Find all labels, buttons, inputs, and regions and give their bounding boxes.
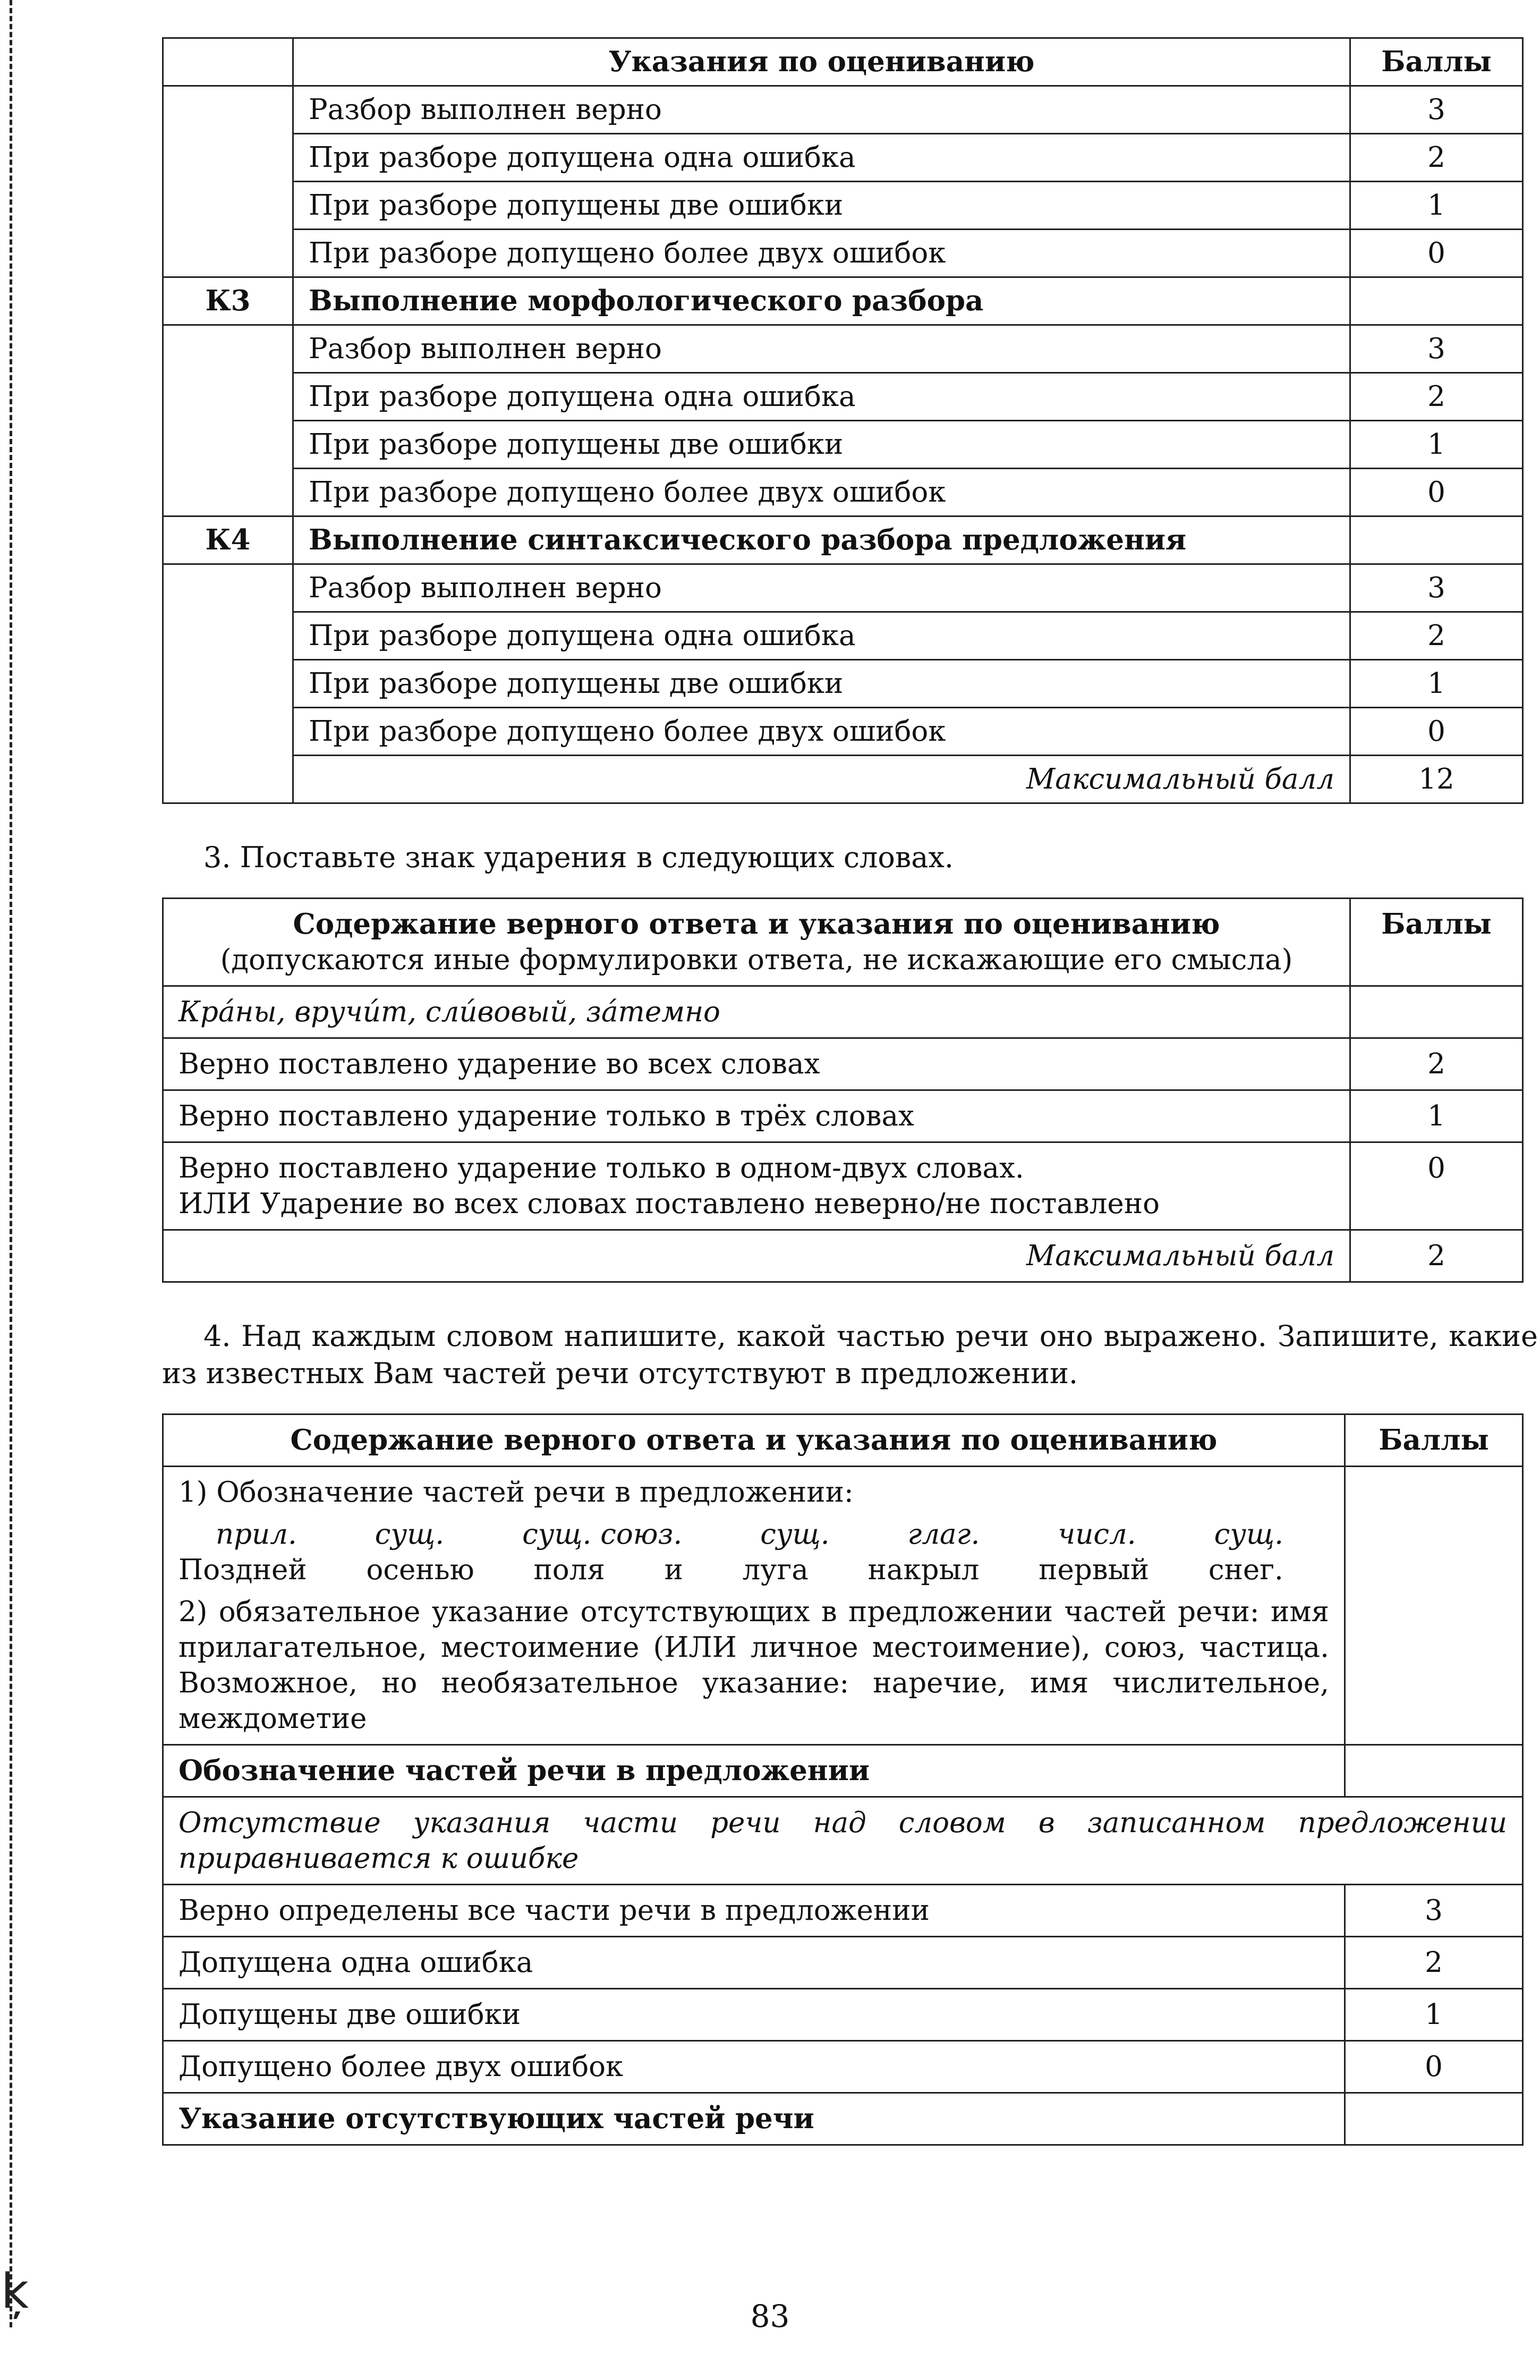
sentence-word: осенью <box>366 1554 474 1586</box>
sentence-word: снег. <box>1208 1554 1283 1586</box>
row-text: При разборе допущена одна ошибка <box>293 134 1350 182</box>
row-points: 1 <box>1350 1090 1523 1142</box>
row-text: Верно определены все части речи в предложении <box>163 1885 1345 1937</box>
table-row <box>163 1142 1523 1230</box>
task-3-table <box>162 897 1524 1283</box>
answer-text: Кра́ны, вручи́т, сли́вовый, за́темно <box>163 986 1350 1038</box>
row-points: 0 <box>1350 1142 1523 1230</box>
code-header-cell <box>163 38 293 86</box>
table-header-row <box>163 38 1523 86</box>
item-1: 1) Обозначение частей речи в предложении: <box>178 1476 854 1509</box>
criterion-header: Указания по оцениванию <box>293 38 1350 86</box>
section-title: Обозначение частей речи в предложении <box>163 1745 1345 1797</box>
row-text: При разборе допущено более двух ошибок <box>293 469 1350 516</box>
table-row <box>163 612 1523 660</box>
criterion-row-k3 <box>163 277 1523 325</box>
row-points: 2 <box>1345 1937 1523 1989</box>
table-row <box>163 708 1523 756</box>
row-text: Допущена одна ошибка <box>163 1937 1345 1989</box>
max-score-value: 2 <box>1350 1230 1523 1282</box>
row-points: 2 <box>1350 134 1523 182</box>
row-text: Разбор выполнен верно <box>293 86 1350 134</box>
row-text: Разбор выполнен верно <box>293 564 1350 612</box>
criterion-code: К3 <box>163 277 293 325</box>
criterion-row-k4 <box>163 516 1523 564</box>
pos-label: глаг. <box>907 1518 980 1551</box>
answer-row <box>163 986 1523 1038</box>
row-points: 0 <box>1350 469 1523 516</box>
table-row <box>163 1989 1523 2041</box>
criterion-code: К4 <box>163 516 293 564</box>
sentence-word: и <box>664 1554 683 1586</box>
row-points: 3 <box>1350 564 1523 612</box>
part-of-speech-labels <box>178 1517 1283 1552</box>
sentence-word: первый <box>1039 1554 1150 1586</box>
content-header-line2: (допускаются иные формулировки ответа, не искажающие его смысла) <box>220 944 1293 976</box>
page-content <box>162 37 1538 2146</box>
sentence-word: луга <box>742 1554 809 1586</box>
row-points: 2 <box>1350 373 1523 421</box>
table-row <box>163 1038 1523 1090</box>
row-points-empty <box>1345 1745 1523 1797</box>
row-text: При разборе допущены две ошибки <box>293 421 1350 469</box>
max-score-row <box>163 756 1523 803</box>
row-text: При разборе допущены две ошибки <box>293 660 1350 708</box>
code-cell-empty <box>163 86 293 277</box>
row-points: 3 <box>1350 325 1523 373</box>
row-points: 1 <box>1345 1989 1523 2041</box>
section-title: Указание отсутствующих частей речи <box>163 2093 1345 2145</box>
row-text: Допущено более двух ошибок <box>163 2041 1345 2093</box>
row-points: 1 <box>1350 421 1523 469</box>
task-4-prompt: 4. Над каждым словом напишите, какой частью речи оно выражено. Запишите, какие из известных Вам частей речи отсутствуют в предложении. <box>162 1319 1538 1390</box>
margin-handwritten-mark: ķ <box>1 2264 29 2319</box>
row-text: При разборе допущены две ошибки <box>293 182 1350 230</box>
row-text: При разборе допущена одна ошибка <box>293 373 1350 421</box>
table-row <box>163 1090 1523 1142</box>
row-points: 3 <box>1345 1885 1523 1937</box>
points-header: Баллы <box>1350 38 1523 86</box>
item-2: 2) обязательное указание отсутствующих в предложении частей речи: имя прилагательное, местоимение (ИЛИ личное местоимение), союз, частица. Возможное, но необязательное указание: наречие, имя числительное, междометие <box>178 1596 1329 1735</box>
row-points: 0 <box>1350 230 1523 277</box>
table-row <box>163 564 1523 612</box>
pos-label: сущ. <box>760 1518 830 1551</box>
row-points-empty <box>1345 1467 1523 1745</box>
pos-label: сущ. <box>375 1518 445 1551</box>
row-text: Верно поставлено ударение только в трёх словах <box>163 1090 1350 1142</box>
row-text-line2: ИЛИ Ударение во всех словах поставлено неверно/не поставлено <box>178 1188 1160 1220</box>
max-score-label: Максимальный балл <box>293 756 1350 803</box>
points-header: Баллы <box>1350 899 1523 986</box>
section-row <box>163 1745 1523 1797</box>
table-row <box>163 2041 1523 2093</box>
task-3-prompt: 3. Поставьте знак ударения в следующих словах. <box>203 841 954 874</box>
points-header: Баллы <box>1345 1415 1523 1467</box>
row-text-line1: Верно поставлено ударение только в одном-двух словах. <box>178 1152 1024 1184</box>
sentence-words <box>178 1552 1283 1588</box>
row-points: 0 <box>1345 2041 1523 2093</box>
max-score-row <box>163 1230 1523 1282</box>
code-cell-empty <box>163 325 293 516</box>
row-text: При разборе допущена одна ошибка <box>293 612 1350 660</box>
table-header-row <box>163 899 1523 986</box>
table-header-row <box>163 1415 1523 1467</box>
max-score-value: 12 <box>1350 756 1523 803</box>
row-text: При разборе допущено более двух ошибок <box>293 708 1350 756</box>
table-row <box>163 86 1523 134</box>
pos-label: числ. <box>1058 1518 1136 1551</box>
row-points: 1 <box>1350 660 1523 708</box>
content-header: Содержание верного ответа и указания по оцениванию <box>163 1415 1345 1467</box>
content-row <box>163 1467 1523 1745</box>
pos-label: прил. <box>216 1518 297 1551</box>
note-row <box>163 1797 1523 1885</box>
table-row <box>163 469 1523 516</box>
section-note: Отсутствие указания части речи над словом в записанном предложении приравнивается к ошибке <box>163 1797 1523 1885</box>
task-4-table <box>162 1413 1524 2146</box>
content-header <box>163 899 1350 986</box>
criterion-title: Выполнение морфологического разбора <box>293 277 1350 325</box>
cut-line <box>10 0 12 2327</box>
row-points: 0 <box>1350 708 1523 756</box>
row-points: 3 <box>1350 86 1523 134</box>
table-row <box>163 325 1523 373</box>
row-points-empty <box>1350 516 1523 564</box>
content-header-line1: Содержание верного ответа и указания по оцениванию <box>293 908 1220 941</box>
table-row <box>163 1885 1523 1937</box>
row-points-empty <box>1350 277 1523 325</box>
content-cell <box>163 1467 1345 1745</box>
pos-label: сущ. <box>1214 1518 1283 1551</box>
row-text <box>163 1142 1350 1230</box>
criterion-title: Выполнение синтаксического разбора предложения <box>293 516 1350 564</box>
row-text: При разборе допущено более двух ошибок <box>293 230 1350 277</box>
row-text: Верно поставлено ударение во всех словах <box>163 1038 1350 1090</box>
section-row <box>163 2093 1523 2145</box>
row-points: 1 <box>1350 182 1523 230</box>
row-points: 2 <box>1350 1038 1523 1090</box>
row-points-empty <box>1345 2093 1523 2145</box>
table-row <box>163 1937 1523 1989</box>
table-row <box>163 182 1523 230</box>
row-points: 2 <box>1350 612 1523 660</box>
table-row <box>163 134 1523 182</box>
table-row <box>163 230 1523 277</box>
max-score-label: Максимальный балл <box>163 1230 1350 1282</box>
pos-label: сущ. союз. <box>522 1518 683 1551</box>
page-number: 83 <box>750 2298 790 2334</box>
criteria-table <box>162 37 1524 804</box>
row-text: Допущены две ошибки <box>163 1989 1345 2041</box>
row-points-empty <box>1350 986 1523 1038</box>
sentence-word: Поздней <box>178 1554 307 1586</box>
table-row <box>163 660 1523 708</box>
code-cell-empty <box>163 564 293 803</box>
row-text: Разбор выполнен верно <box>293 325 1350 373</box>
sentence-word: накрыл <box>867 1554 980 1586</box>
sentence-word: поля <box>533 1554 605 1586</box>
table-row <box>163 373 1523 421</box>
table-row <box>163 421 1523 469</box>
